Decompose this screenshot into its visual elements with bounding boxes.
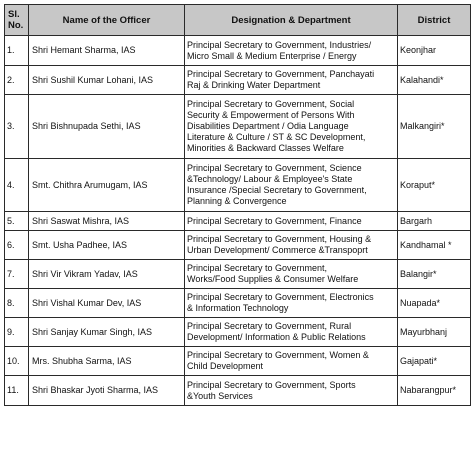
header-row [5, 5, 471, 36]
cell-designation [185, 95, 398, 159]
designation-line: Principal Secretary to Government, Industries/ [187, 39, 372, 50]
designation-line: Principal Secretary to Government, Finance [187, 215, 362, 226]
cell-district: Gajapati* [398, 347, 471, 376]
table-row [5, 95, 471, 159]
cell-designation [185, 347, 398, 376]
cell-district: Keonjhar [398, 36, 471, 66]
designation-line: Principal Secretary to Government, Social [187, 99, 355, 110]
cell-district: Bargarh [398, 212, 471, 231]
designation-line: Principal Secretary to Government, Women & [187, 350, 369, 361]
designation-line: Principal Secretary to Government, Panchayati [187, 69, 375, 80]
cell-officer-name: Smt. Chithra Arumugam, IAS [29, 159, 185, 212]
designation-line: Security & Empowerment of Persons With [187, 110, 355, 121]
cell-district: Nuapada* [398, 289, 471, 318]
header-sl-line1: Sl. No. [8, 9, 24, 31]
officer-allocation-document [4, 4, 470, 406]
table-row [5, 159, 471, 212]
designation-line: Insurance /Special Secretary to Government, [187, 185, 367, 195]
designation-line: Principal Secretary to Government, [187, 263, 328, 274]
cell-designation [185, 376, 398, 406]
cell-sl-no: 10. [5, 347, 29, 376]
table-body [5, 36, 471, 406]
cell-officer-name: Shri Bhaskar Jyoti Sharma, IAS [29, 376, 185, 406]
designation-line: Raj & Drinking Water Department [187, 80, 321, 90]
cell-officer-name: Shri Saswat Mishra, IAS [29, 212, 185, 231]
designation-line: Principal Secretary to Government, Rural [187, 321, 352, 332]
officer-district-table [4, 4, 471, 406]
header-officer-name: Name of the Officer [29, 5, 185, 36]
cell-officer-name: Shri Hemant Sharma, IAS [29, 36, 185, 66]
table-row [5, 212, 471, 231]
header-district: District [398, 5, 471, 36]
cell-designation [185, 289, 398, 318]
cell-designation [185, 318, 398, 347]
cell-sl-no: 8. [5, 289, 29, 318]
header-sl-no [5, 5, 29, 36]
cell-district: Mayurbhanj [398, 318, 471, 347]
cell-designation [185, 159, 398, 212]
cell-district: Balangir* [398, 260, 471, 289]
cell-designation [185, 231, 398, 260]
cell-designation [185, 212, 398, 231]
designation-line: Literature & Culture / ST & SC Development, [187, 131, 366, 142]
cell-officer-name: Mrs. Shubha Sarma, IAS [29, 347, 185, 376]
cell-district: Koraput* [398, 159, 471, 212]
designation-line: &Youth Services [187, 390, 253, 401]
table-row [5, 376, 471, 406]
designation-line: Minorities & Backward Classes Welfare [187, 142, 344, 153]
cell-sl-no: 3. [5, 95, 29, 159]
designation-line: Child Development [187, 361, 264, 371]
cell-district: Malkangiri* [398, 95, 471, 159]
designation-line: Principal Secretary to Government, Electronics [187, 292, 374, 303]
cell-officer-name: Shri Vir Vikram Yadav, IAS [29, 260, 185, 289]
cell-designation [185, 36, 398, 66]
table-row [5, 289, 471, 318]
designation-line: Principal Secretary to Government, Science [187, 163, 362, 174]
header-designation: Designation & Department [185, 5, 398, 36]
cell-sl-no: 4. [5, 159, 29, 212]
cell-sl-no: 2. [5, 66, 29, 95]
designation-line: Micro Small & Medium Enterprise / Energy [187, 50, 357, 61]
cell-officer-name: Shri Sushil Kumar Lohani, IAS [29, 66, 185, 95]
cell-district: Kalahandi* [398, 66, 471, 95]
designation-line: Disabilities Department / Odia Language [187, 121, 349, 132]
table-header [5, 5, 471, 36]
designation-line: Development/ Information & Public Relations [187, 332, 366, 342]
cell-sl-no: 11. [5, 376, 29, 406]
designation-line: & Information Technology [187, 303, 289, 313]
table-row [5, 318, 471, 347]
cell-sl-no: 7. [5, 260, 29, 289]
designation-line: Principal Secretary to Government, Sports [187, 379, 356, 390]
table-row [5, 260, 471, 289]
cell-sl-no: 1. [5, 36, 29, 66]
cell-officer-name: Shri Bishnupada Sethi, IAS [29, 95, 185, 159]
designation-line: Planning & Convergence [187, 195, 287, 206]
cell-district: Kandhamal * [398, 231, 471, 260]
designation-line: Urban Development/ Commerce &Transpoprt [187, 245, 368, 255]
designation-line: &Technology/ Labour & Employee's State [187, 174, 353, 185]
cell-officer-name: Smt. Usha Padhee, IAS [29, 231, 185, 260]
cell-sl-no: 5. [5, 212, 29, 231]
designation-line: Works/Food Supplies & Consumer Welfare [187, 274, 359, 284]
table-row [5, 231, 471, 260]
cell-district: Nabarangpur* [398, 376, 471, 406]
cell-officer-name: Shri Sanjay Kumar Singh, IAS [29, 318, 185, 347]
cell-designation [185, 66, 398, 95]
cell-sl-no: 9. [5, 318, 29, 347]
designation-line: Principal Secretary to Government, Housing & [187, 234, 372, 245]
table-row [5, 36, 471, 66]
cell-designation [185, 260, 398, 289]
table-row [5, 347, 471, 376]
table-row [5, 66, 471, 95]
cell-officer-name: Shri Vishal Kumar Dev, IAS [29, 289, 185, 318]
cell-sl-no: 6. [5, 231, 29, 260]
